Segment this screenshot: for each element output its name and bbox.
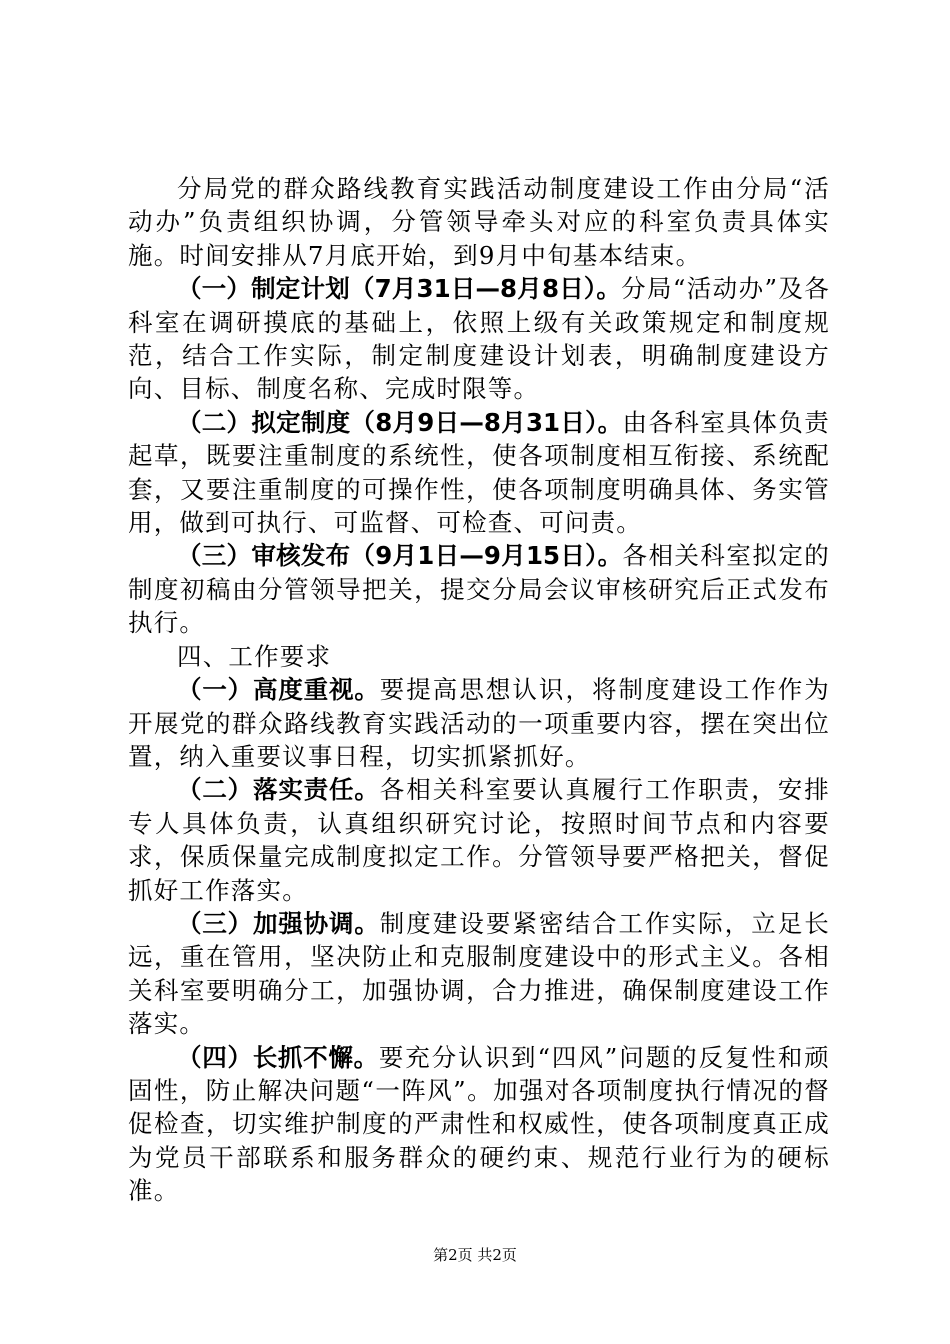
schedule-item-2-body: 由各科室具体负责起草，既要注重制度的系统性，使各项制度相互衔接、系统配套，又要注重制度的可操作性，使各项制度明确具体、务实管用，做到可执行、可监督、可检查、可问责。 [128,407,831,538]
schedule-item-1 [128,272,830,406]
schedule-item-3-lead: （三）审核发布（9月1日—9月15日）。 [177,541,623,571]
requirement-item-3 [128,907,830,1041]
requirement-item-4 [128,1041,830,1208]
requirement-item-2 [128,773,830,907]
requirement-item-4-lead: （四）长抓不懈。 [177,1042,379,1072]
document-body [128,172,830,1208]
schedule-item-1-body: 分局“活动办”及各科室在调研摸底的基础上，依照上级有关政策规定和制度规范，结合工作实际，制定制度建设计划表，明确制度建设方向、目标、制度名称、完成时限等。 [128,274,830,404]
section-title: 四、工作要求 [177,641,332,671]
schedule-item-1-lead: （一）制定计划（7月31日—8月8日）。 [177,274,622,304]
schedule-item-3-body: 各相关科室拟定的制度初稿由分管领导把关，提交分局会议审核研究后正式发布执行。 [128,541,831,638]
requirement-item-2-lead: （二）落实责任。 [177,775,380,805]
requirement-item-3-lead: （三）加强协调。 [177,908,380,938]
intro-paragraph: 分局党的群众路线教育实践活动制度建设工作由分局“活动办”负责组织协调，分管领导牵头对应的科室负责具体实施。时间安排从7月底开始，到9月中旬基本结束。 [128,174,830,270]
requirement-item-4-body: 要充分认识到“四风”问题的反复性和顽固性，防止解决问题“一阵风”。加强对各项制度执行情况的督促检查，切实维护制度的严肃性和权威性，使各项制度真正成为党员干部联系和服务群众的硬约束、规范行业行为的硬标准。 [128,1042,830,1206]
requirement-item-1-lead: （一）高度重视。 [177,675,380,705]
requirement-item-3-body: 制度建设要紧密结合工作实际，立足长远，重在管用，坚决防止和克服制度建设中的形式主义。各相关科室要明确分工，加强协调，合力推进，确保制度建设工作落实。 [128,908,830,1039]
requirement-item-2-body: 各相关科室要认真履行工作职责，安排专人具体负责，认真组织研究讨论，按照时间节点和内容要求，保质保量完成制度拟定工作。分管领导要严格把关，督促抓好工作落实。 [128,775,830,905]
requirement-item-1 [128,673,830,773]
schedule-item-2 [128,406,830,540]
page-number-footer: 第2页 共2页 [433,1246,517,1264]
schedule-item-3 [128,539,830,639]
schedule-item-2-lead: （二）拟定制度（8月9日—8月31日）。 [177,407,623,437]
requirement-item-1-body: 要提高思想认识，将制度建设工作作为开展党的群众路线教育实践活动的一项重要内容，摆在突出位置，纳入重要议事日程，切实抓紧抓好。 [128,675,830,771]
